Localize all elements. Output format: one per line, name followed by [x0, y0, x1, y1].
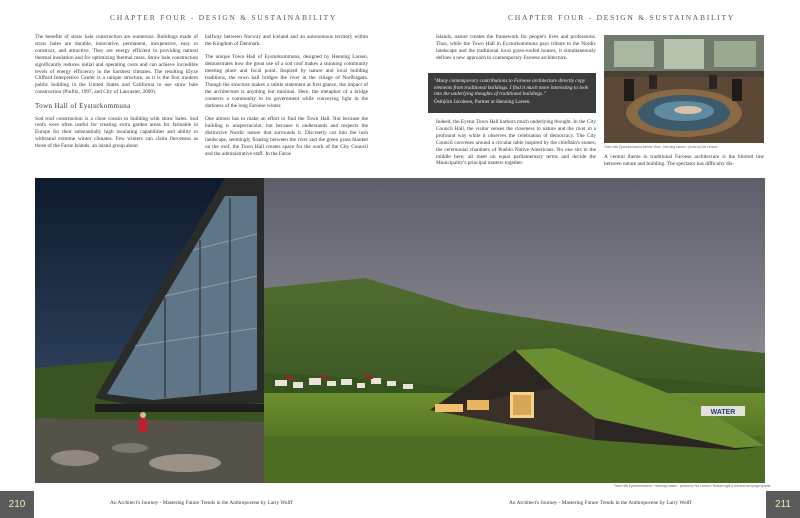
left-column-2 [205, 34, 368, 164]
quote-text: "Many contemporary contributions to Faroese architecture directly copy elements from traditional buildings. I find it much more interesting to look into the underlying thoughts of traditional buildings." [434, 78, 589, 98]
photo-caption: Town Hall Eysturkommuna Interior View - Henning Larsen - photo by Nic Lehoux [604, 145, 718, 149]
footer-title: An Architect's Journey - Mastering Future Trends in the Anthropocene by Larry Wolff [509, 500, 692, 506]
chapter-header: CHAPTER FOUR - DESIGN & SUSTAINABILITY [110, 13, 338, 22]
page-number: 210 [0, 491, 34, 518]
right-column-1b [436, 119, 596, 174]
paragraph: The benefits of straw bale construction are numerous. Buildings made of straw bales are durable, innovative, permanent, inexpensive, easy to construct, and attractive. They are energy efficient in providing natural thermal insulation and for optimizing thermal mass. Straw bale construction significantly reduces initial and operating costs and can achieve incredible levels of energy efficiency in the harshest climates. The resulting Elyze Clifford Interpretive Center is a unique structure, as it is the first modern public building in the United States and California to use straw bale construction (Pinfitz, 1997, and City of Lancaster, 2009). [35, 34, 198, 96]
left-column-1 [35, 34, 198, 157]
right-column-2 [604, 154, 764, 174]
paragraph: Indeed, the Eystur Town Hall harbors much underlying thought. In the City Council Hall, the visitor senses the closeness to nature and the river in a profound way while it observes the celebration of democracy. The City Council convenes around a circular table inspired by the chieftain's stones, the ceremonial chambers of Pueblo Native Americans. No one sits in the middle here; all meet on equal parliamentary terms and decide the Municipality's principal matters together. [436, 119, 596, 167]
paragraph: halfway between Norway and Iceland and an autonomous territory within the Kingdom of Denmark. [205, 34, 368, 47]
pull-quote [428, 73, 596, 113]
paragraph: One almost has to make an effort to find the Town Hall. Not because the building is unspectacular, but because it understands and respects the distinctive Nordic nature that surrounds it. Discreetly cut into the lush landscape, seemingly floating between the river and the green grass blanket on the roof, the Town Hall creates space for the work of the City Council and the administrative staff. In the Faroe [205, 116, 368, 157]
page-number: 211 [766, 491, 800, 518]
paragraph: A central theme in traditional Faroese architecture is the blurred line between nature and building. The spectator has difficulty dis- [604, 154, 764, 167]
footer-title: An Architect's Journey - Mastering Future Trends in the Anthropocene by Larry Wolff [110, 500, 293, 506]
paragraph: Islands, nature creates the framework for people's lives and professions. Thus, while the Town Hall in Eysturkommuna pays tribute to the Nordic landscape and the traditional local grass-roofed houses, it simultaneously defines a new approach to contemporary Faroese architecture. [436, 34, 596, 61]
section-heading: Town Hall of Eysturkommuna [35, 101, 131, 110]
quote-attribution: Östbjörn Jacobsen, Partner at Henning Larsen. [434, 98, 531, 105]
town-hall-photo [35, 178, 765, 483]
paragraph: The unique Town Hall of Eysturkommuna, designed by Henning Larsen, demonstrates how the great use of a sod roof makes a stunning community meeting place and focal point. Inspired by nature and local building traditions, the town hall bridges the river in the village of Norðragøta. Though the structure makes a subtle statement at first glance, the impact of the architecture is anything but minimal. Here, the metaphor of a bridge connects a community to its government while conveying light in the darkness of the long Faroese winter. [205, 54, 368, 109]
paragraph: Sod roof construction is a close cousin to building with straw bales. Sod roofs were often useful for creating extra garden areas for farmable in Europe for their substantially high insulating capabilities and ability to withstand extreme winter climates. Few winters can claim fierceness as those of the Faroe Islands, an island group about [35, 115, 198, 150]
right-column-1a [436, 34, 596, 68]
interior-photo [604, 35, 764, 143]
water-sign: WATER [710, 409, 736, 416]
photo-caption: Town Hall Eysturkommuna - Henning Larsen - photos by Nic Lehoux / Bottom right & left and next page spread [614, 484, 771, 488]
chapter-header: CHAPTER FOUR - DESIGN & SUSTAINABILITY [508, 13, 736, 22]
